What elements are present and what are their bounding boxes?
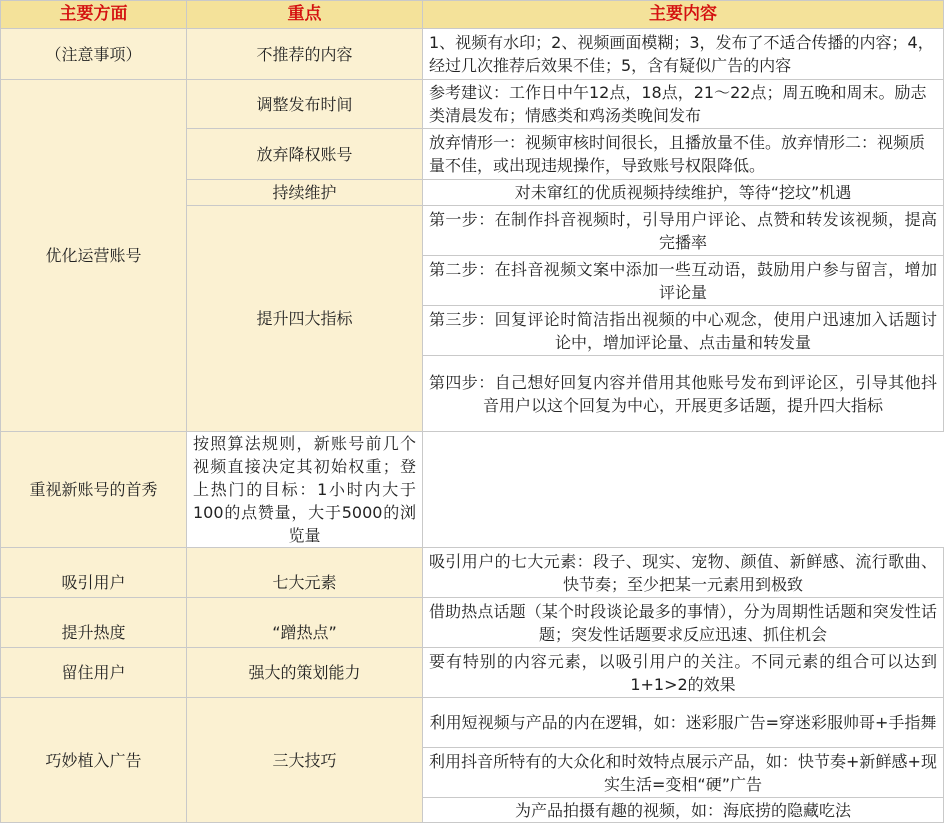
aspect-cell: 留住用户 <box>1 648 187 698</box>
table-row <box>1 80 944 129</box>
point-cell: 七大元素 <box>187 548 423 598</box>
content-cell: 利用短视频与产品的内在逻辑，如：迷彩服广告=穿迷彩服帅哥+手指舞 <box>423 698 944 748</box>
header-row <box>1 1 944 29</box>
content-cell: 1、视频有水印；2、视频画面模糊；3，发布了不适合传播的内容；4，经过几次推荐后效果不佳；5，含有疑似广告的内容 <box>423 29 944 80</box>
aspect-cell: 提升热度 <box>1 598 187 648</box>
header-content: 主要内容 <box>423 1 944 29</box>
content-cell: 放弃情形一：视频审核时间很长，且播放量不佳。放弃情形二：视频质量不佳，或出现违规操作，导致账号权限降低。 <box>423 129 944 180</box>
aspect-cell: （注意事项） <box>1 29 187 80</box>
header-point: 重点 <box>187 1 423 29</box>
point-cell: “蹭热点” <box>187 598 423 648</box>
content-cell: 吸引用户的七大元素：段子、现实、宠物、颜值、新鲜感、流行歌曲、快节奏；至少把某一元素用到极致 <box>423 548 944 598</box>
point-cell: 放弃降权账号 <box>187 129 423 180</box>
content-cell: 第一步：在制作抖音视频时，引导用户评论、点赞和转发该视频，提高完播率 <box>423 206 944 256</box>
table-row <box>1 598 944 648</box>
aspect-cell: 优化运营账号 <box>1 80 187 432</box>
content-cell: 第三步：回复评论时简洁指出视频的中心观念，使用户迅速加入话题讨论中，增加评论量、点击量和转发量 <box>423 306 944 356</box>
point-cell: 提升四大指标 <box>187 206 423 432</box>
point-cell: 持续维护 <box>187 180 423 206</box>
content-cell: 为产品拍摄有趣的视频，如：海底捞的隐藏吃法 <box>423 798 944 823</box>
point-cell: 强大的策划能力 <box>187 648 423 698</box>
table-row <box>1 698 944 748</box>
table-row <box>1 548 944 598</box>
content-cell: 要有特别的内容元素，以吸引用户的关注。不同元素的组合可以达到1+1>2的效果 <box>423 648 944 698</box>
aspect-cell: 吸引用户 <box>1 548 187 598</box>
point-cell: 三大技巧 <box>187 698 423 823</box>
point-cell: 不推荐的内容 <box>187 29 423 80</box>
content-cell: 借助热点话题（某个时段谈论最多的事情），分为周期性话题和突发性话题；突发性话题要求反应迅速、抓住机会 <box>423 598 944 648</box>
content-cell: 第二步：在抖音视频文案中添加一些互动语，鼓励用户参与留言，增加评论量 <box>423 256 944 306</box>
table-row <box>1 29 944 80</box>
content-cell: 第四步：自己想好回复内容并借用其他账号发布到评论区，引导其他抖音用户以这个回复为中心，开展更多话题，提升四大指标 <box>423 356 944 432</box>
table-row <box>1 648 944 698</box>
content-cell: 利用抖音所特有的大众化和时效特点展示产品，如：快节奏+新鲜感+现实生活=变相“硬”广告 <box>423 748 944 798</box>
point-cell: 调整发布时间 <box>187 80 423 129</box>
content-cell: 按照算法规则，新账号前几个视频直接决定其初始权重；登上热门的目标：1小时内大于100的点赞量，大于5000的浏览量 <box>187 432 423 548</box>
header-aspect: 主要方面 <box>1 1 187 29</box>
content-cell: 参考建议：工作日中午12点，18点，21～22点；周五晚和周末。励志类清晨发布；情感类和鸡汤类晚间发布 <box>423 80 944 129</box>
point-cell: 重视新账号的首秀 <box>1 432 187 548</box>
table-row <box>1 432 944 548</box>
aspect-cell: 巧妙植入广告 <box>1 698 187 823</box>
content-cell: 对未窜红的优质视频持续维护，等待“挖坟”机遇 <box>423 180 944 206</box>
